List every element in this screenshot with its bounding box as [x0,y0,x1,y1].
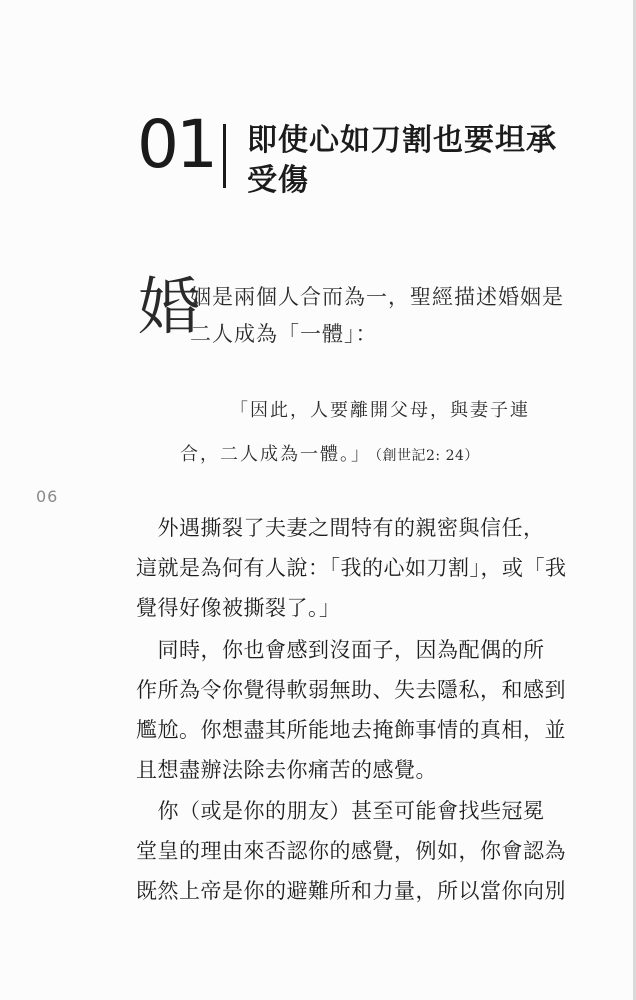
body-line: 你（或是你的朋友）甚至可能會找些冠冕 [136,799,545,823]
quote-line [180,440,479,466]
body-line: 且想盡辦法除去你痛苦的感覺。 [136,758,437,782]
intro-paragraph [138,270,578,358]
drop-cap: 婚 [138,270,201,343]
body-line: 外遇撕裂了夫妻之間特有的親密與信任， [136,516,545,540]
body-line: 覺得好像被撕裂了。」 [136,596,341,620]
body-line: 尷尬。你想盡其所能地去掩飾事情的真相，並 [136,718,566,742]
quote-line: 「因此，人要離開父母，與妻子連 [230,400,530,421]
intro-line: 二人成為「一體」： [190,322,378,346]
intro-line: 姻是兩個人合而為一，聖經描述婚姻是 [190,285,564,309]
quote-reference: （創世記2: 24） [375,448,479,464]
body-line: 堂皇的理由來否認你的感覺，例如，你會認為 [136,839,566,863]
body-line: 同時，你也會感到沒面子，因為配偶的所 [136,638,545,662]
chapter-title: 即使心如刀割也要坦承受傷 [247,123,557,198]
body-line: 既然上帝是你的避難所和力量，所以當你向別 [136,879,566,903]
page-number: 06 [36,487,59,506]
body-line: 這就是為何有人說：「我的心如刀割」，或「我 [136,556,567,580]
chapter-number: 01 [137,106,215,183]
chapter-divider [223,124,226,188]
chapter-header [137,106,577,208]
quote-text: 合，二人成為一體。」 [180,444,371,465]
body-line: 作所為令你覺得軟弱無助、失去隱私，和感到 [136,678,566,702]
